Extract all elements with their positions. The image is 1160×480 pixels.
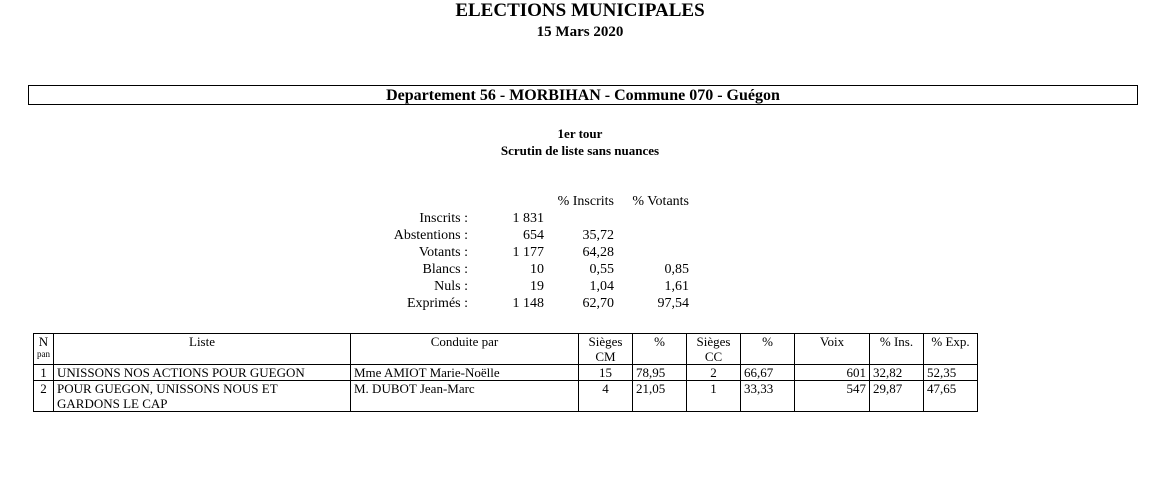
col-sieges-cc-line1: Sièges: [696, 334, 731, 349]
stat-value: 654: [523, 228, 544, 243]
cell-pct-exp: 52,35: [924, 365, 978, 381]
turnout-header-row: [370, 193, 689, 210]
cell-conduite: Mme AMIOT Marie-Noëlle: [351, 365, 579, 381]
col-sieges-cm-line1: Sièges: [588, 334, 623, 349]
stat-label: Votants :: [418, 245, 468, 260]
col-pct-votants: % Votants: [632, 194, 689, 209]
stat-label: Abstentions :: [393, 228, 468, 243]
stat-pct-inscrits: [544, 210, 614, 227]
table-row: [34, 381, 978, 412]
col-pct-inscrits: % Inscrits: [557, 194, 614, 209]
stat-pct-inscrits: 0,55: [589, 262, 614, 277]
department-banner: Departement 56 - MORBIHAN - Commune 070 - Guégon: [28, 85, 1138, 105]
cell-pct-cm: 78,95: [633, 365, 687, 381]
cell-pct-ins: 29,87: [870, 381, 924, 412]
stat-pct-votants: 97,54: [657, 296, 689, 311]
stat-pct-votants: 0,85: [664, 262, 689, 277]
table-row: [34, 365, 978, 381]
col-pct-cm: %: [633, 334, 687, 365]
stat-row-inscrits: [370, 210, 689, 227]
stat-pct-inscrits: 35,72: [582, 228, 614, 243]
col-n: [34, 334, 54, 365]
stat-label: Inscrits :: [419, 211, 468, 226]
round-label: 1er tour: [557, 126, 603, 141]
cell-pct-ins: 32,82: [870, 365, 924, 381]
stat-label: Blancs :: [422, 262, 468, 277]
col-pct-ins: % Ins.: [870, 334, 924, 365]
stat-value: 10: [530, 262, 544, 277]
cell-pct-cc: 66,67: [741, 365, 795, 381]
col-pct-cc: %: [741, 334, 795, 365]
cell-n: 1: [34, 365, 54, 381]
cell-conduite: M. DUBOT Jean-Marc: [351, 381, 579, 412]
cell-sieges-cc: 1: [687, 381, 741, 412]
cell-voix: 601: [795, 365, 870, 381]
col-pan-label: pan: [37, 349, 50, 359]
stat-row-blancs: [370, 261, 689, 278]
cell-pct-exp: 47,65: [924, 381, 978, 412]
cell-liste: [54, 381, 351, 412]
liste-line1: UNISSONS NOS ACTIONS POUR GUEGON: [57, 365, 305, 380]
col-sieges-cm: [579, 334, 633, 365]
col-voix: Voix: [795, 334, 870, 365]
stat-pct-votants: [614, 210, 689, 227]
page-title: ELECTIONS MUNICIPALES: [455, 0, 705, 21]
col-pct-exp: % Exp.: [924, 334, 978, 365]
cell-n: 2: [34, 381, 54, 412]
stat-row-votants: [370, 244, 689, 261]
liste-line1: POUR GUEGON, UNISSONS NOUS ET: [57, 381, 278, 396]
results-table: [33, 333, 978, 412]
col-sieges-cc-line2: CC: [704, 349, 723, 364]
election-date: 15 Mars 2020: [536, 24, 624, 40]
stat-pct-votants: [614, 227, 689, 244]
cell-sieges-cc: 2: [687, 365, 741, 381]
col-liste: Liste: [54, 334, 351, 365]
stat-label: Exprimés :: [406, 296, 468, 311]
col-n-label: N: [38, 334, 49, 349]
stat-pct-inscrits: 1,04: [589, 279, 614, 294]
col-sieges-cm-line2: CM: [595, 349, 616, 364]
stat-value: 19: [530, 279, 544, 294]
col-conduite: Conduite par: [351, 334, 579, 365]
turnout-table: [370, 193, 689, 312]
stat-value: 1 148: [512, 296, 544, 311]
cell-pct-cc: 33,33: [741, 381, 795, 412]
stat-pct-votants: [614, 244, 689, 261]
cell-sieges-cm: 15: [579, 365, 633, 381]
cell-voix: 547: [795, 381, 870, 412]
cell-pct-cm: 21,05: [633, 381, 687, 412]
stat-row-nuls: [370, 278, 689, 295]
scrutin-type: Scrutin de liste sans nuances: [500, 143, 660, 158]
liste-line2: GARDONS LE CAP: [57, 396, 168, 411]
results-header-row: [34, 334, 978, 365]
stat-value: 1 177: [512, 245, 544, 260]
col-sieges-cc: [687, 334, 741, 365]
cell-sieges-cm: 4: [579, 381, 633, 412]
stat-pct-inscrits: 64,28: [582, 245, 614, 260]
stat-row-abstentions: [370, 227, 689, 244]
cell-liste: [54, 365, 351, 381]
stat-pct-inscrits: 62,70: [582, 296, 614, 311]
stat-value: 1 831: [512, 211, 544, 226]
turnout-stats: [370, 193, 689, 312]
stat-row-exprimes: [370, 295, 689, 312]
stat-label: Nuls :: [434, 279, 468, 294]
stat-pct-votants: 1,61: [664, 279, 689, 294]
